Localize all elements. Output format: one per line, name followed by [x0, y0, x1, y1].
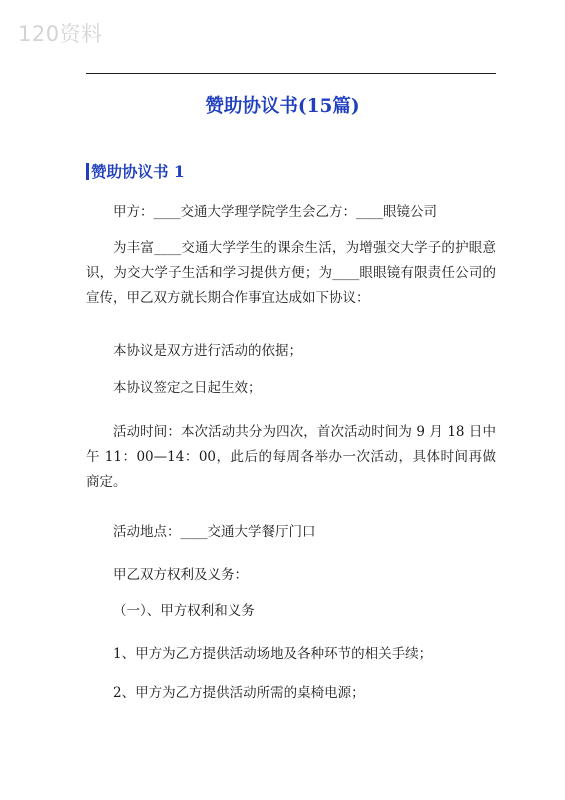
paragraph-rights-heading: 甲乙双方权利及义务： [113, 567, 248, 583]
paragraph-activity-location: 活动地点：____交通大学餐厅门口 [113, 524, 316, 540]
paragraph-clause-1: 1、甲方为乙方提供活动场地及各种环节的相关手续； [113, 646, 433, 662]
paragraph-clause-2: 2、甲方为乙方提供活动所需的桌椅电源； [113, 685, 365, 701]
paragraph-effective: 本协议签定之日起生效； [113, 380, 262, 396]
paragraph-parties: 甲方：____交通大学理学院学生会乙方：____眼镜公司 [113, 204, 437, 220]
paragraph-activity-time: 活动时间：本次活动共分为四次，首次活动时间为 9 月 18 日中午 11：00—14：00，此后的每周各举办一次活动，具体时间再做商定。 [86, 424, 496, 490]
paragraph-purpose: 为丰富____交通大学学生的课余生活，为增强交大学子的护眼意识，为交大学子生活和学习提供方便；为____眼眼镜有限责任公司的宣传，甲乙双方就长期合作事宜达成如下协议： [86, 240, 496, 306]
watermark: 120资料 [18, 22, 103, 46]
heading-marker-icon [86, 163, 89, 180]
header-rule [86, 73, 496, 74]
paragraph-basis: 本协议是双方进行活动的依据； [113, 343, 302, 359]
section-heading-text: 赞助协议书 1 [91, 162, 185, 181]
section-heading [86, 160, 185, 182]
document-title: 赞助协议书(15篇) [205, 96, 360, 117]
paragraph-party-a-heading: （一）、甲方权利和义务 [113, 603, 255, 619]
